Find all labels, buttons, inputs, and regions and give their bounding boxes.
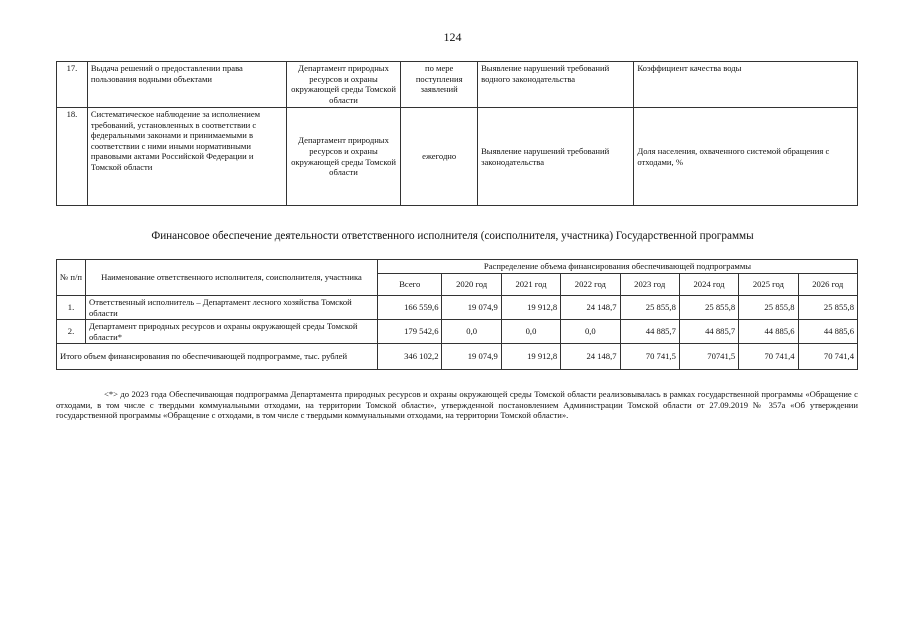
value-2023: 44 885,7 bbox=[620, 320, 679, 344]
footnote bbox=[56, 389, 858, 421]
page-number: 124 bbox=[443, 30, 462, 44]
header-name: Наименование ответственного исполнителя, соисполнителя, участника bbox=[86, 260, 378, 296]
value-2025: 44 885,6 bbox=[739, 320, 798, 344]
executor-name: Департамент природных ресурсов и охраны окружающей среды Томской области* bbox=[86, 320, 378, 344]
row-number: 17. bbox=[57, 62, 88, 108]
header-row bbox=[57, 260, 858, 274]
footnote-text: <*> до 2023 года Обеспечивающая подпрограмма Департамента природных ресурсов и охраны окружающей среды Томской области реализовывалась в рамках государственной программы «Обращение с отходами, в том числе с твердыми коммунальными отходами, на территории Томской области», утвержденной постановлением Администрации Томской области от 27.09.2019 № 357а «Об утверждении государственной программы «Обращение с отходами, в том числе с твердыми коммунальными отходами, на территории Томской области». bbox=[56, 389, 858, 421]
value-2020: 19 074,9 bbox=[442, 296, 501, 320]
total-2023: 70 741,5 bbox=[620, 344, 679, 370]
value-2021: 19 912,8 bbox=[501, 296, 560, 320]
row-number: 18. bbox=[57, 108, 88, 206]
total-2025: 70 741,4 bbox=[739, 344, 798, 370]
col-2024: 2024 год bbox=[679, 274, 738, 296]
value-2021: 0,0 bbox=[501, 320, 560, 344]
section-title: Финансовое обеспечение деятельности ответственного исполнителя (соисполнителя, участника) Государственной программы bbox=[151, 230, 754, 242]
value-2022: 0,0 bbox=[561, 320, 620, 344]
violation: Выявление нарушений требований законодательства bbox=[478, 108, 634, 206]
department: Департамент природных ресурсов и охраны окружающей среды Томской области bbox=[286, 108, 401, 206]
control-measures-table bbox=[56, 61, 858, 206]
total-2022: 24 148,7 bbox=[561, 344, 620, 370]
total-all: 346 102,2 bbox=[378, 344, 442, 370]
header-num: № п/п bbox=[57, 260, 86, 296]
value-2020: 0,0 bbox=[442, 320, 501, 344]
value-2025: 25 855,8 bbox=[739, 296, 798, 320]
total-2026: 70 741,4 bbox=[798, 344, 857, 370]
value-total: 166 559,6 bbox=[378, 296, 442, 320]
value-2022: 24 148,7 bbox=[561, 296, 620, 320]
measure-name: Выдача решений о предоставлении права пользования водными объектами bbox=[87, 62, 286, 108]
department: Департамент природных ресурсов и охраны окружающей среды Томской области bbox=[286, 62, 401, 108]
table-row bbox=[57, 320, 858, 344]
total-2020: 19 074,9 bbox=[442, 344, 501, 370]
value-2023: 25 855,8 bbox=[620, 296, 679, 320]
col-2023: 2023 год bbox=[620, 274, 679, 296]
finance-table bbox=[56, 259, 858, 370]
violation: Выявление нарушений требований водного законодательства bbox=[478, 62, 634, 108]
table-row bbox=[57, 296, 858, 320]
col-total: Всего bbox=[378, 274, 442, 296]
col-2020: 2020 год bbox=[442, 274, 501, 296]
header-distribution: Распределение объема финансирования обеспечивающей подпрограммы bbox=[378, 260, 858, 274]
total-2021: 19 912,8 bbox=[501, 344, 560, 370]
indicator: Коэффициент качества воды bbox=[634, 62, 858, 108]
total-label: Итого объем финансирования по обеспечивающей подпрограмме, тыс. рублей bbox=[57, 344, 378, 370]
table-row bbox=[57, 62, 858, 108]
total-row bbox=[57, 344, 858, 370]
col-2025: 2025 год bbox=[739, 274, 798, 296]
col-2026: 2026 год bbox=[798, 274, 857, 296]
value-2024: 25 855,8 bbox=[679, 296, 738, 320]
total-2024: 70741,5 bbox=[679, 344, 738, 370]
measure-name: Систематическое наблюдение за исполнением требований, установленных в соответствии с федеральными законами и принимаемыми в соответствии с ними иными нормативными правовыми актами Российской Федерации и Томской области bbox=[87, 108, 286, 206]
value-total: 179 542,6 bbox=[378, 320, 442, 344]
value-2024: 44 885,7 bbox=[679, 320, 738, 344]
value-2026: 44 885,6 bbox=[798, 320, 857, 344]
table-row bbox=[57, 108, 858, 206]
period: ежегодно bbox=[401, 108, 478, 206]
value-2026: 25 855,8 bbox=[798, 296, 857, 320]
col-2021: 2021 год bbox=[501, 274, 560, 296]
period: по мере поступления заявлений bbox=[401, 62, 478, 108]
row-number: 2. bbox=[57, 320, 86, 344]
indicator: Доля населения, охваченного системой обращения с отходами, % bbox=[634, 108, 858, 206]
col-2022: 2022 год bbox=[561, 274, 620, 296]
row-number: 1. bbox=[57, 296, 86, 320]
executor-name: Ответственный исполнитель – Департамент лесного хозяйства Томской области bbox=[86, 296, 378, 320]
